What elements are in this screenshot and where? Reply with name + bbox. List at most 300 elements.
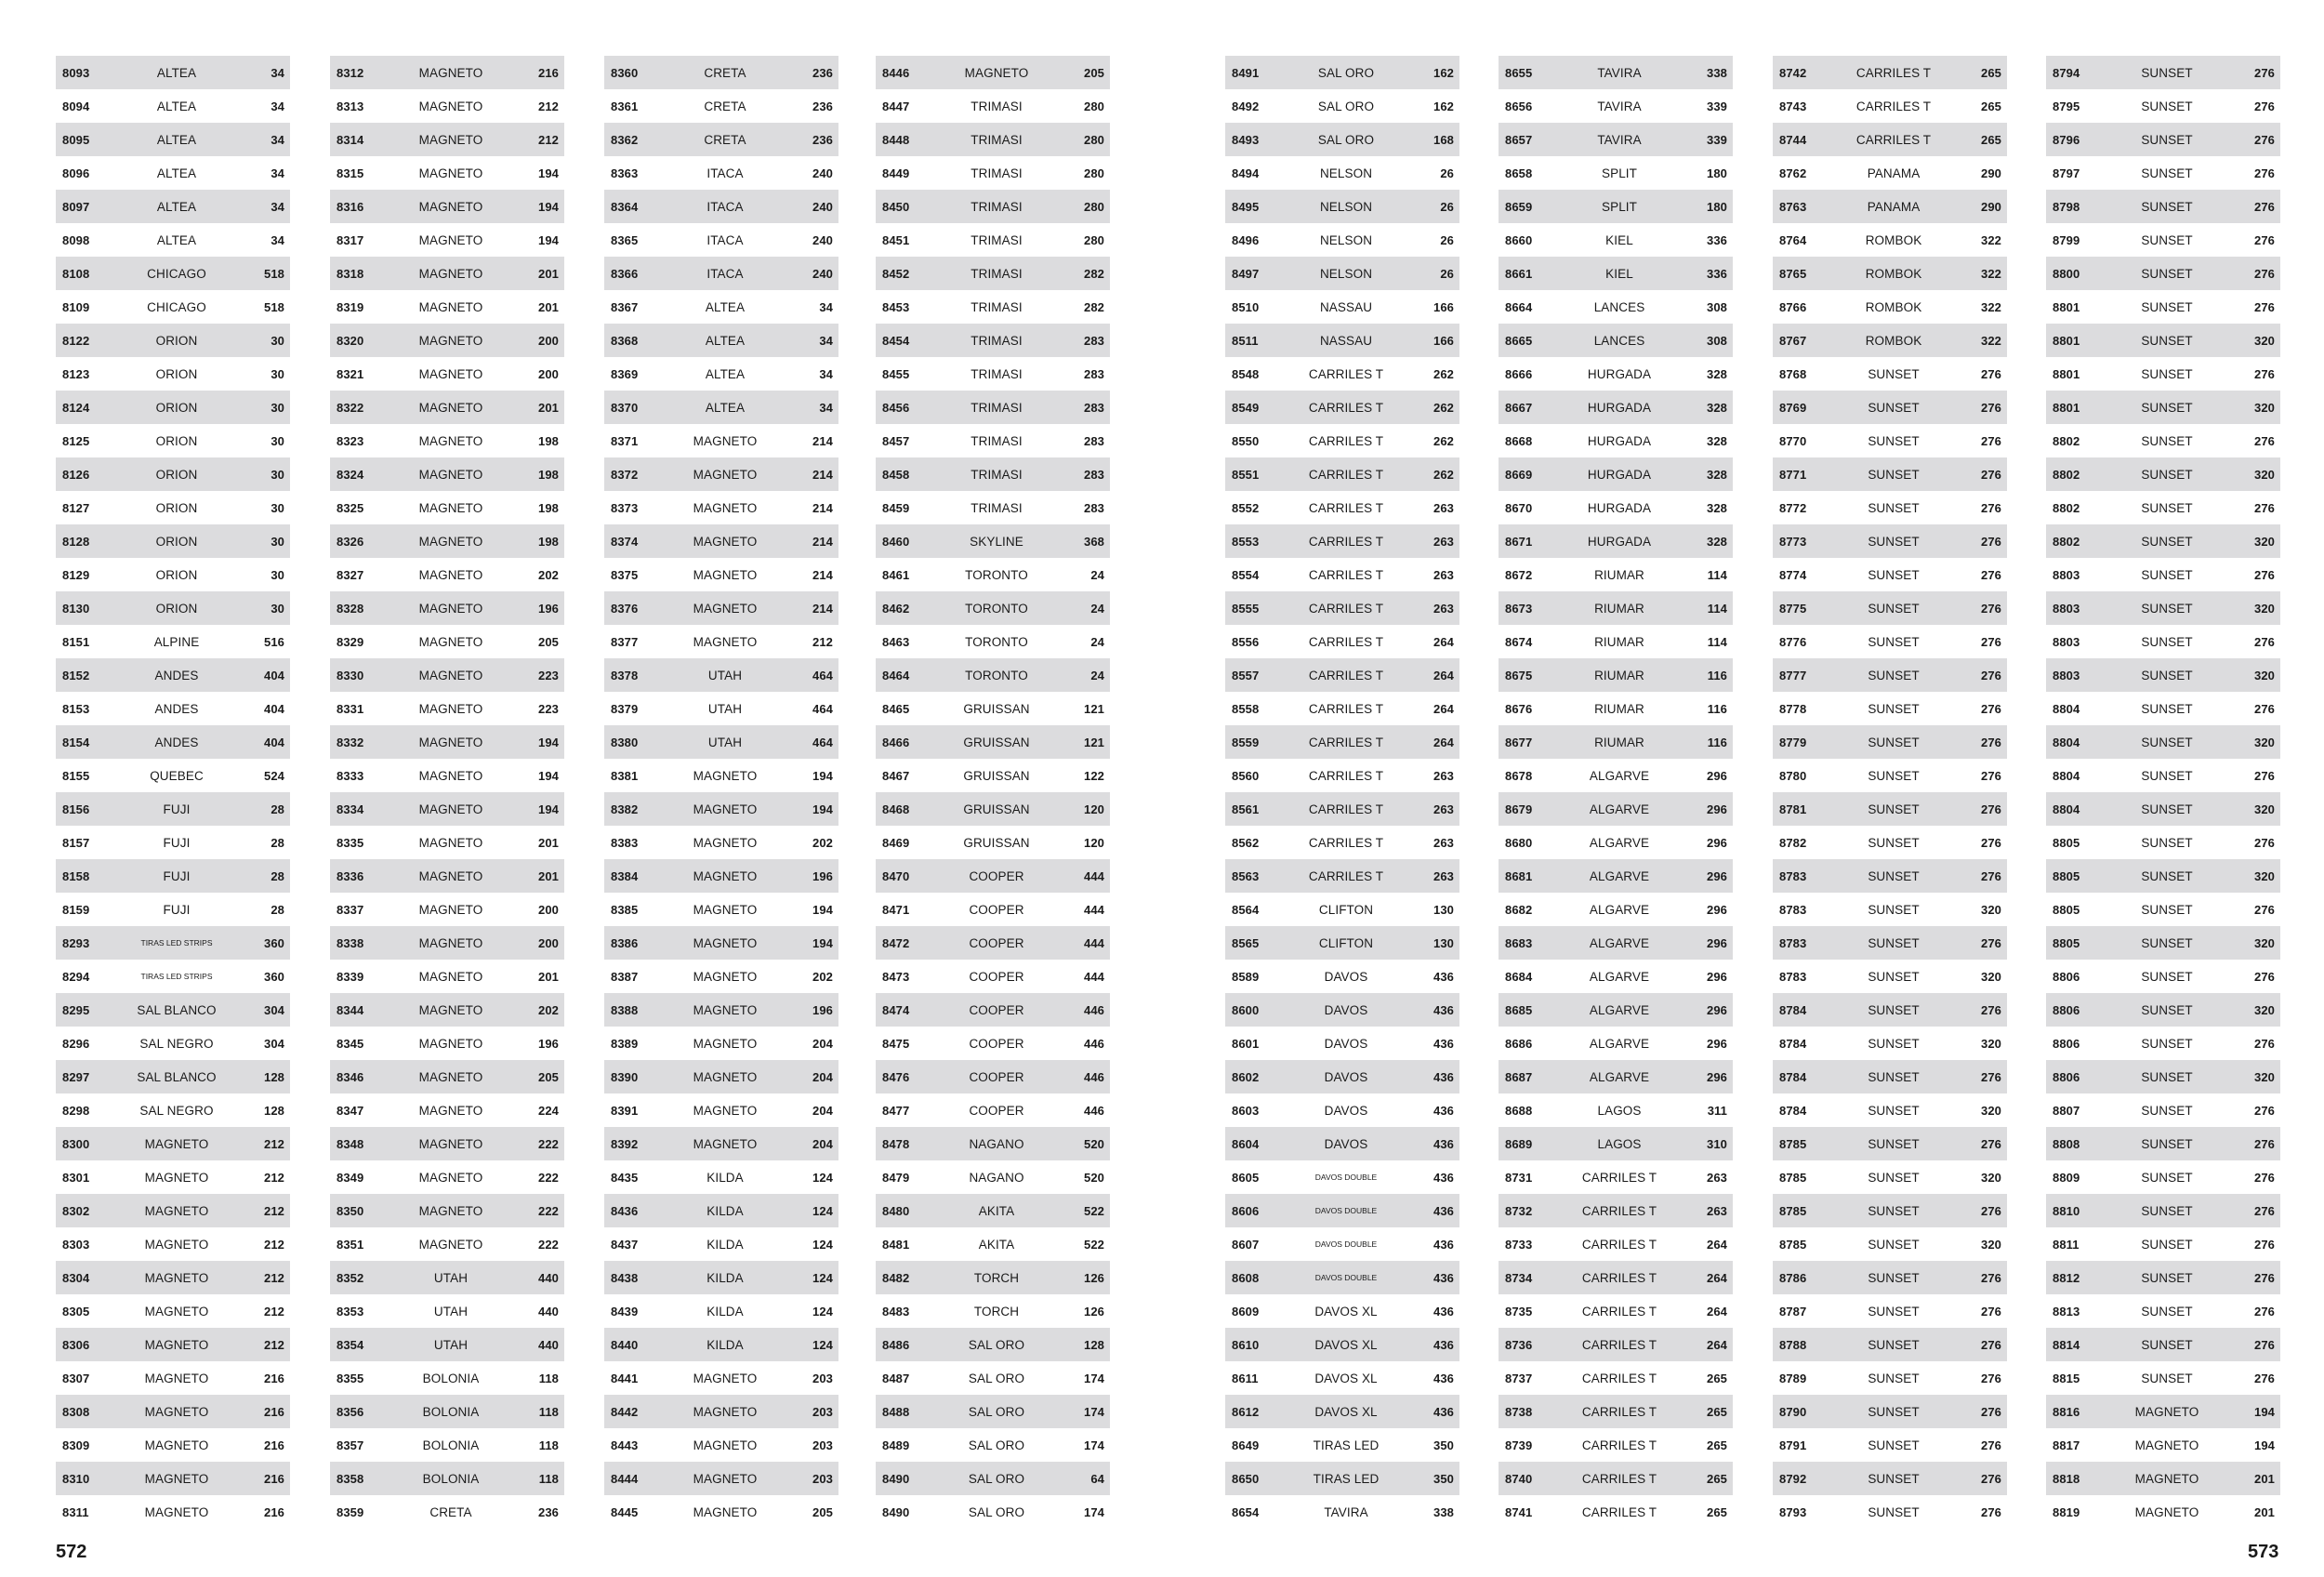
page-reference: 236 xyxy=(538,1504,559,1519)
table-row xyxy=(1499,324,1733,357)
product-code: 8548 xyxy=(1232,366,1260,381)
table-row xyxy=(1225,491,1459,524)
page-reference: 26 xyxy=(1440,199,1454,214)
product-code: 8801 xyxy=(2053,333,2080,348)
product-name: ALTEA xyxy=(156,232,197,247)
product-code: 8795 xyxy=(2053,99,2080,113)
product-name: CHICAGO xyxy=(147,299,206,314)
product-code: 8764 xyxy=(1779,232,1807,247)
page-reference: 276 xyxy=(2254,1371,2275,1385)
table-row xyxy=(1225,692,1459,725)
product-name: GRUISSAN xyxy=(963,802,1030,816)
page-reference: 276 xyxy=(2254,902,2275,917)
page-reference: 216 xyxy=(264,1438,284,1452)
product-code: 8609 xyxy=(1232,1304,1260,1319)
table-row xyxy=(604,223,838,257)
product-name: UTAH xyxy=(707,668,743,682)
product-name: TRIMASI xyxy=(971,366,1023,381)
table-row xyxy=(876,625,1110,658)
product-code: 8376 xyxy=(611,601,639,616)
table-row xyxy=(56,1194,290,1227)
table-row xyxy=(2046,324,2280,357)
product-name: MAGNETO xyxy=(2134,1404,2199,1419)
table-row xyxy=(1225,759,1459,792)
product-name: TORONTO xyxy=(965,601,1028,616)
product-code: 8550 xyxy=(1232,433,1260,448)
product-name: TRIMASI xyxy=(971,99,1023,113)
page-reference: 264 xyxy=(1433,634,1454,649)
product-name: SUNSET xyxy=(1868,634,1920,649)
page-reference: 194 xyxy=(538,199,559,214)
page-reference: 124 xyxy=(812,1270,833,1285)
product-name: SAL ORO xyxy=(1317,132,1375,147)
product-name: MAGNETO xyxy=(2134,1504,2199,1519)
page-number-right: 573 xyxy=(2248,1542,2279,1562)
product-code: 8741 xyxy=(1505,1504,1533,1519)
table-row xyxy=(1499,223,1733,257)
product-code: 8559 xyxy=(1232,735,1260,749)
page-reference: 130 xyxy=(1433,902,1454,917)
page-reference: 446 xyxy=(1084,1036,1104,1051)
product-code: 8153 xyxy=(62,701,90,716)
page-reference: 339 xyxy=(1707,132,1727,147)
table-row xyxy=(2046,290,2280,324)
product-code: 8803 xyxy=(2053,601,2080,616)
product-code: 8787 xyxy=(1779,1304,1807,1319)
page-reference: 350 xyxy=(1433,1438,1454,1452)
product-name: ROMBOK xyxy=(1865,333,1922,348)
table-row xyxy=(876,1328,1110,1361)
product-code: 8354 xyxy=(337,1337,364,1352)
page-reference: 444 xyxy=(1084,969,1104,984)
product-name: TRIMASI xyxy=(971,132,1023,147)
table-row xyxy=(876,1160,1110,1194)
product-code: 8813 xyxy=(2053,1304,2080,1319)
table-row xyxy=(604,993,838,1027)
page-reference: 328 xyxy=(1707,400,1727,415)
page-reference: 30 xyxy=(271,567,284,582)
table-row xyxy=(2046,357,2280,391)
product-code: 8462 xyxy=(882,601,910,616)
table-row xyxy=(604,257,838,290)
product-code: 8473 xyxy=(882,969,910,984)
product-code: 8439 xyxy=(611,1304,639,1319)
product-name: DAVOS XL xyxy=(1314,1337,1378,1352)
page-reference: 304 xyxy=(264,1002,284,1017)
product-code: 8312 xyxy=(337,65,364,80)
product-name: MAGNETO xyxy=(693,935,758,950)
page-reference: 203 xyxy=(812,1438,833,1452)
product-name: SAL ORO xyxy=(968,1404,1025,1419)
page-reference: 446 xyxy=(1084,1002,1104,1017)
product-name: ORION xyxy=(155,467,198,482)
table-row xyxy=(1225,324,1459,357)
product-name: CARRILES T xyxy=(1308,701,1384,716)
page-reference: 162 xyxy=(1433,99,1454,113)
product-code: 8349 xyxy=(337,1170,364,1185)
product-code: 8311 xyxy=(62,1504,89,1519)
table-row xyxy=(876,658,1110,692)
table-row xyxy=(1225,591,1459,625)
product-name: ALGARVE xyxy=(1589,835,1650,850)
page-reference: 276 xyxy=(2254,1103,2275,1118)
table-row xyxy=(604,424,838,457)
page-reference: 276 xyxy=(2254,500,2275,515)
product-name: FUJI xyxy=(163,802,191,816)
table-row xyxy=(876,89,1110,123)
page-reference: 322 xyxy=(1981,266,2001,281)
product-name: ALGARVE xyxy=(1589,868,1650,883)
table-row xyxy=(1773,1160,2007,1194)
product-name: CARRILES T xyxy=(1581,1438,1657,1452)
page-reference: 446 xyxy=(1084,1069,1104,1084)
product-name: CARRILES T xyxy=(1308,802,1384,816)
table-row xyxy=(1773,859,2007,893)
page-reference: 223 xyxy=(538,701,559,716)
product-name: MAGNETO xyxy=(418,1136,483,1151)
table-row xyxy=(604,1428,838,1462)
product-code: 8782 xyxy=(1779,835,1807,850)
table-row xyxy=(1773,190,2007,223)
product-code: 8310 xyxy=(62,1471,90,1486)
product-code: 8463 xyxy=(882,634,910,649)
product-name: SAL ORO xyxy=(968,1337,1025,1352)
product-name: MAGNETO xyxy=(144,1504,209,1519)
page-reference: 282 xyxy=(1084,266,1104,281)
product-name: NASSAU xyxy=(1319,299,1373,314)
product-code: 8152 xyxy=(62,668,90,682)
product-name: TIRAS LED xyxy=(1313,1471,1380,1486)
product-name: SAL ORO xyxy=(968,1504,1025,1519)
product-code: 8353 xyxy=(337,1304,364,1319)
table-row xyxy=(604,1127,838,1160)
product-code: 8661 xyxy=(1505,266,1533,281)
table-row xyxy=(1225,1093,1459,1127)
product-name: ALGARVE xyxy=(1589,768,1650,783)
product-code: 8093 xyxy=(62,65,90,80)
product-name: TORCH xyxy=(973,1304,1020,1319)
product-name: CLIFTON xyxy=(1318,935,1374,950)
product-code: 8776 xyxy=(1779,634,1807,649)
product-name: KILDA xyxy=(706,1337,744,1352)
page-reference: 464 xyxy=(812,668,833,682)
page-reference: 194 xyxy=(538,735,559,749)
product-name: TORONTO xyxy=(965,668,1028,682)
product-code: 8732 xyxy=(1505,1203,1533,1218)
product-code: 8784 xyxy=(1779,1103,1807,1118)
page-reference: 276 xyxy=(1981,1136,2001,1151)
product-code: 8355 xyxy=(337,1371,364,1385)
page-reference: 200 xyxy=(538,333,559,348)
product-code: 8739 xyxy=(1505,1438,1533,1452)
table-row xyxy=(56,1294,290,1328)
table-row xyxy=(2046,424,2280,457)
product-code: 8670 xyxy=(1505,500,1533,515)
table-row xyxy=(604,591,838,625)
product-name: ALTEA xyxy=(156,99,197,113)
page-reference: 194 xyxy=(538,768,559,783)
table-row xyxy=(2046,1194,2280,1227)
table-row xyxy=(1499,491,1733,524)
page-reference: 262 xyxy=(1433,400,1454,415)
product-name: MAGNETO xyxy=(693,534,758,549)
page-reference: 296 xyxy=(1707,902,1727,917)
product-name: NELSON xyxy=(1319,266,1373,281)
page-reference: 276 xyxy=(1981,735,2001,749)
product-code: 8783 xyxy=(1779,868,1807,883)
product-code: 8097 xyxy=(62,199,90,214)
product-code: 8468 xyxy=(882,802,910,816)
product-code: 8368 xyxy=(611,333,639,348)
product-name: MAGNETO xyxy=(418,802,483,816)
page-reference: 205 xyxy=(538,634,559,649)
product-name: SPLIT xyxy=(1601,199,1637,214)
product-name: MAGNETO xyxy=(693,500,758,515)
product-name: CRETA xyxy=(704,132,746,147)
product-code: 8308 xyxy=(62,1404,90,1419)
product-code: 8158 xyxy=(62,868,90,883)
page-reference: 34 xyxy=(819,366,833,381)
table-row xyxy=(2046,1093,2280,1127)
page-reference: 336 xyxy=(1707,232,1727,247)
product-code: 8768 xyxy=(1779,366,1807,381)
product-name: ORION xyxy=(155,333,198,348)
product-code: 8326 xyxy=(337,534,364,549)
page-reference: 265 xyxy=(1707,1404,1727,1419)
product-code: 8450 xyxy=(882,199,910,214)
table-row xyxy=(330,391,564,424)
page-reference: 28 xyxy=(271,868,284,883)
product-name: MAGNETO xyxy=(693,467,758,482)
product-name: BOLONIA xyxy=(422,1404,480,1419)
product-code: 8322 xyxy=(337,400,364,415)
product-code: 8159 xyxy=(62,902,90,917)
product-name: ANDES xyxy=(154,701,199,716)
page-reference: 262 xyxy=(1433,433,1454,448)
product-code: 8666 xyxy=(1505,366,1533,381)
product-code: 8656 xyxy=(1505,99,1533,113)
page-reference: 320 xyxy=(1981,1103,2001,1118)
table-row xyxy=(1773,1093,2007,1127)
page-reference: 198 xyxy=(538,433,559,448)
product-code: 8780 xyxy=(1779,768,1807,783)
product-code: 8675 xyxy=(1505,668,1533,682)
page-reference: 216 xyxy=(264,1404,284,1419)
product-name: MAGNETO xyxy=(144,1471,209,1486)
table-row xyxy=(2046,993,2280,1027)
page-reference: 276 xyxy=(2254,199,2275,214)
page-reference: 34 xyxy=(819,333,833,348)
product-name: MAGNETO xyxy=(693,902,758,917)
table-row xyxy=(1499,156,1733,190)
table-row xyxy=(604,1361,838,1395)
product-name: SUNSET xyxy=(2141,1337,2193,1352)
table-row xyxy=(1773,156,2007,190)
table-row xyxy=(1225,725,1459,759)
product-name: CARRILES T xyxy=(1855,65,1932,80)
product-code: 8551 xyxy=(1232,467,1260,482)
product-code: 8687 xyxy=(1505,1069,1533,1084)
table-row xyxy=(876,1227,1110,1261)
table-row xyxy=(330,792,564,826)
product-code: 8466 xyxy=(882,735,910,749)
product-name: NELSON xyxy=(1319,232,1373,247)
table-row xyxy=(1773,658,2007,692)
page-reference: 360 xyxy=(264,935,284,950)
table-row xyxy=(2046,223,2280,257)
product-name: DAVOS xyxy=(1324,1036,1368,1051)
product-name: QUEBEC xyxy=(150,768,204,783)
product-code: 8604 xyxy=(1232,1136,1260,1151)
product-code: 8359 xyxy=(337,1504,364,1519)
product-name: SUNSET xyxy=(2141,768,2193,783)
page-reference: 296 xyxy=(1707,868,1727,883)
product-code: 8389 xyxy=(611,1036,639,1051)
table-row xyxy=(330,324,564,357)
product-name: KILDA xyxy=(706,1237,744,1252)
table-row xyxy=(604,792,838,826)
product-name: RIUMAR xyxy=(1594,701,1644,716)
product-code: 8818 xyxy=(2053,1471,2080,1486)
product-name: ROMBOK xyxy=(1865,299,1922,314)
table-row xyxy=(2046,1160,2280,1194)
table-row xyxy=(330,960,564,993)
table-row xyxy=(876,223,1110,257)
table-row xyxy=(56,89,290,123)
product-name: MAGNETO xyxy=(418,500,483,515)
product-code: 8603 xyxy=(1232,1103,1260,1118)
product-code: 8381 xyxy=(611,768,639,783)
table-row xyxy=(1225,89,1459,123)
product-code: 8302 xyxy=(62,1203,90,1218)
product-code: 8664 xyxy=(1505,299,1533,314)
product-code: 8817 xyxy=(2053,1438,2080,1452)
product-name: SUNSET xyxy=(2141,467,2193,482)
product-code: 8683 xyxy=(1505,935,1533,950)
product-code: 8770 xyxy=(1779,433,1807,448)
product-name: SUNSET xyxy=(2141,1136,2193,1151)
table-row xyxy=(56,692,290,725)
product-code: 8814 xyxy=(2053,1337,2080,1352)
page-reference: 212 xyxy=(538,99,559,113)
product-code: 8293 xyxy=(62,935,90,950)
page-reference: 222 xyxy=(538,1237,559,1252)
table-row xyxy=(876,257,1110,290)
product-name: MAGNETO xyxy=(693,835,758,850)
product-code: 8157 xyxy=(62,835,90,850)
page-reference: 198 xyxy=(538,467,559,482)
product-name: CARRILES T xyxy=(1308,835,1384,850)
product-name: DAVOS XL xyxy=(1314,1304,1378,1319)
table-row xyxy=(2046,123,2280,156)
product-code: 8810 xyxy=(2053,1203,2080,1218)
product-code: 8369 xyxy=(611,366,639,381)
product-name: SUNSET xyxy=(2141,366,2193,381)
product-name: GRUISSAN xyxy=(963,768,1030,783)
page-reference: 320 xyxy=(1981,1237,2001,1252)
page-reference: 263 xyxy=(1433,768,1454,783)
product-code: 8605 xyxy=(1232,1170,1260,1185)
product-name: SUNSET xyxy=(2141,1304,2193,1319)
product-name: ALTEA xyxy=(156,166,197,180)
product-code: 8440 xyxy=(611,1337,639,1352)
product-name: CARRILES T xyxy=(1581,1471,1657,1486)
page-reference: 34 xyxy=(271,99,284,113)
page-reference: 276 xyxy=(1981,701,2001,716)
product-name: KIEL xyxy=(1605,232,1633,247)
product-name: ALTEA xyxy=(156,199,197,214)
product-code: 8443 xyxy=(611,1438,639,1452)
product-code: 8804 xyxy=(2053,701,2080,716)
page-reference: 174 xyxy=(1084,1438,1104,1452)
product-code: 8344 xyxy=(337,1002,364,1017)
product-name: ALTEA xyxy=(705,333,746,348)
product-code: 8612 xyxy=(1232,1404,1260,1419)
page-reference: 265 xyxy=(1707,1438,1727,1452)
table-row xyxy=(1773,558,2007,591)
page-reference: 166 xyxy=(1433,299,1454,314)
product-code: 8762 xyxy=(1779,166,1807,180)
product-name: TRIMASI xyxy=(971,232,1023,247)
product-code: 8549 xyxy=(1232,400,1260,415)
product-code: 8350 xyxy=(337,1203,364,1218)
product-code: 8674 xyxy=(1505,634,1533,649)
page-reference: 276 xyxy=(2254,65,2275,80)
product-code: 8297 xyxy=(62,1069,90,1084)
table-row xyxy=(1499,1261,1733,1294)
page-reference: 320 xyxy=(2254,868,2275,883)
product-name: TAVIRA xyxy=(1324,1504,1368,1519)
product-code: 8556 xyxy=(1232,634,1260,649)
page-reference: 276 xyxy=(1981,433,2001,448)
product-code: 8447 xyxy=(882,99,910,113)
page-reference: 276 xyxy=(1981,1203,2001,1218)
page-reference: 200 xyxy=(538,902,559,917)
product-code: 8491 xyxy=(1232,65,1260,80)
page-reference: 262 xyxy=(1433,366,1454,381)
product-name: BOLONIA xyxy=(422,1438,480,1452)
product-name: LAGOS xyxy=(1597,1136,1642,1151)
product-name: CARRILES T xyxy=(1308,735,1384,749)
page-reference: 214 xyxy=(812,500,833,515)
page-reference: 436 xyxy=(1433,1002,1454,1017)
product-code: 8684 xyxy=(1505,969,1533,984)
table-row xyxy=(1225,1127,1459,1160)
product-name: SUNSET xyxy=(1868,935,1920,950)
product-code: 8783 xyxy=(1779,902,1807,917)
table-row xyxy=(876,1428,1110,1462)
table-row xyxy=(1225,1361,1459,1395)
product-code: 8098 xyxy=(62,232,90,247)
page-reference: 283 xyxy=(1084,467,1104,482)
product-code: 8375 xyxy=(611,567,639,582)
page-reference: 296 xyxy=(1707,969,1727,984)
page-reference: 194 xyxy=(812,935,833,950)
page-reference: 320 xyxy=(2254,1069,2275,1084)
product-code: 8336 xyxy=(337,868,364,883)
product-code: 8496 xyxy=(1232,232,1260,247)
product-code: 8470 xyxy=(882,868,910,883)
product-code: 8678 xyxy=(1505,768,1533,783)
product-name: SUNSET xyxy=(2141,1170,2193,1185)
table-row xyxy=(2046,1428,2280,1462)
product-code: 8786 xyxy=(1779,1270,1807,1285)
product-name: TIRAS LED xyxy=(1313,1438,1380,1452)
product-code: 8323 xyxy=(337,433,364,448)
page-reference: 404 xyxy=(264,735,284,749)
product-name: MAGNETO xyxy=(418,366,483,381)
page-reference: 30 xyxy=(271,500,284,515)
